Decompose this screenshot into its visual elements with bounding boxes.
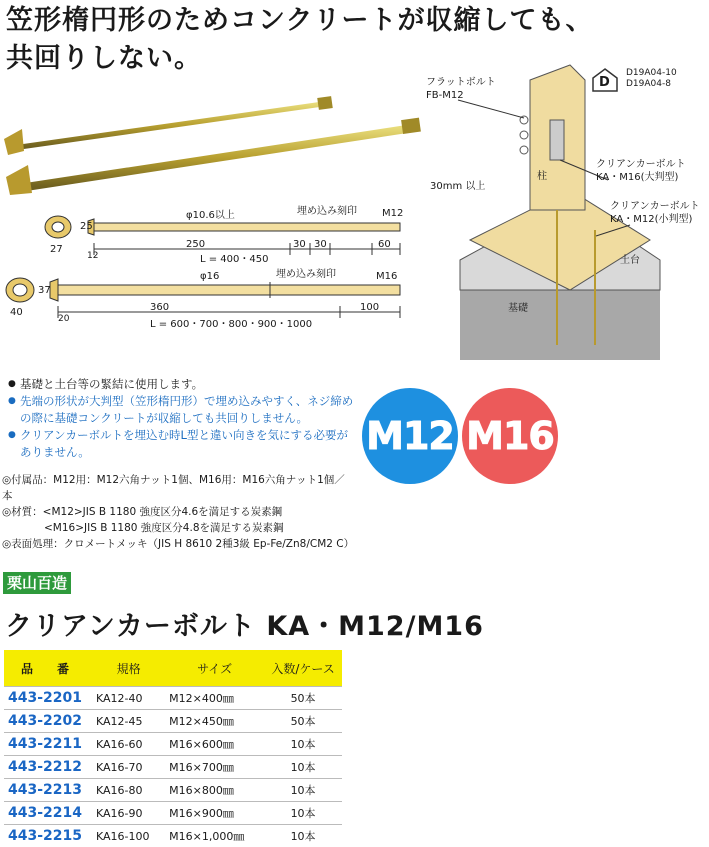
table-row: [4, 756, 342, 779]
product-title: クリアンカーボルト KA・M12/M16: [5, 604, 484, 643]
product-photo: [0, 95, 440, 195]
cell-part-number: 443-2214: [4, 802, 92, 825]
product-table: [4, 650, 342, 847]
m16-diameter: φ16: [200, 270, 219, 283]
m16-total-length: L = 600・700・800・900・1000: [150, 318, 312, 331]
table-row: [4, 733, 342, 756]
cell-spec: KA16-100: [92, 825, 165, 847]
m16-embed-mark: 埋め込み刻印: [276, 268, 336, 281]
m12-embed-mark: 埋め込み刻印: [297, 205, 357, 218]
headline-line-1: 笠形楕円形のためコンクリートが収縮しても、: [6, 2, 593, 40]
label-small-bolt: クリアンカーボルト KA・M12(小判型): [610, 200, 700, 226]
note-material-m12: ◎材質：<M12>JIS B 1180 強度区分4.6を満足する炭素鋼: [2, 504, 352, 520]
table-header-row: [4, 650, 342, 687]
bolt-m16-image: [6, 118, 421, 195]
cell-size: M16×600㎜: [165, 733, 264, 756]
header-quantity: 入数/ケース: [264, 650, 342, 687]
header-spec: 規格: [92, 650, 165, 687]
cell-spec: KA16-60: [92, 733, 165, 756]
cell-part-number: 443-2215: [4, 825, 92, 847]
header-size: サイズ: [165, 650, 264, 687]
badge-m12: M12: [362, 388, 458, 484]
m16-size: M16: [376, 270, 397, 283]
m12-head-height: 25: [80, 220, 93, 233]
cell-quantity: 10本: [264, 733, 342, 756]
label-pillar: 柱: [537, 170, 547, 183]
m12-total-length: L = 400・450: [200, 253, 268, 266]
dimension-drawing-m12: [0, 205, 420, 265]
cell-spec: KA16-90: [92, 802, 165, 825]
cell-part-number: 443-2202: [4, 710, 92, 733]
table-row: [4, 710, 342, 733]
code-1: D19A04-10: [626, 68, 677, 79]
cell-quantity: 10本: [264, 825, 342, 847]
cell-size: M16×1,000㎜: [165, 825, 264, 847]
cell-size: M16×700㎜: [165, 756, 264, 779]
cell-size: M16×800㎜: [165, 779, 264, 802]
m16-len-100: 100: [360, 301, 379, 314]
label-embed-depth: 30mm 以上: [430, 180, 485, 193]
cell-size: M16×900㎜: [165, 802, 264, 825]
cell-part-number: 443-2212: [4, 756, 92, 779]
cell-spec: KA16-70: [92, 756, 165, 779]
dimension-drawing-m16: [0, 268, 420, 334]
header-part-number: 品 番: [4, 650, 92, 687]
note-accessories: ◎付属品：M12用：M12六角ナット1個、M16用：M16六角ナット1個／本: [2, 472, 352, 504]
table-row: [4, 687, 342, 710]
m16-head-height: 37: [38, 284, 51, 297]
badge-m16: M16: [462, 388, 558, 484]
label-sill: 土台: [620, 254, 640, 267]
m12-size: M12: [382, 207, 403, 220]
cell-quantity: 50本: [264, 710, 342, 733]
m12-gap: 12: [87, 251, 98, 262]
cell-spec: KA12-40: [92, 687, 165, 710]
cell-size: M12×400㎜: [165, 687, 264, 710]
spec-notes: [2, 472, 352, 552]
code-2: D19A04-8: [626, 79, 671, 90]
note-material-m16: <M16>JIS B 1180 強度区分4.8を満足する炭素鋼: [2, 520, 352, 536]
label-foundation: 基礎: [508, 302, 528, 315]
m16-len-360: 360: [150, 301, 169, 314]
cell-quantity: 10本: [264, 756, 342, 779]
cell-quantity: 50本: [264, 687, 342, 710]
cell-size: M12×450㎜: [165, 710, 264, 733]
maker-label: 栗山百造: [3, 572, 71, 594]
cell-quantity: 10本: [264, 779, 342, 802]
m12-len-60: 60: [378, 238, 391, 251]
headline-line-2: 共回りしない。: [6, 40, 593, 78]
feature-item: ● 基礎と土台等の緊結に使用します。: [8, 376, 358, 393]
m16-head-width: 40: [10, 306, 23, 319]
cell-spec: KA12-45: [92, 710, 165, 733]
feature-item: ● クリアンカーボルトを埋込む時L型と違い向きを気にする必要がありません。: [8, 427, 358, 461]
cell-part-number: 443-2211: [4, 733, 92, 756]
m12-head-width: 27: [50, 243, 63, 256]
m12-diameter: φ10.6以上: [186, 209, 235, 222]
note-surface: ◎表面処理：クロメートメッキ（JIS H 8610 2種3級 Ep-Fe/Zn8/CM2 C）: [2, 536, 352, 552]
cell-quantity: 10本: [264, 802, 342, 825]
cell-part-number: 443-2201: [4, 687, 92, 710]
feature-list: [8, 376, 358, 461]
document-code-badge: D: [592, 68, 618, 92]
feature-item: ● 先端の形状が大判型（笠形楕円形）で埋め込みやすく、ネジ締めの際に基礎コンクリートが収縮しても共回りしません。: [8, 393, 358, 427]
cell-spec: KA16-80: [92, 779, 165, 802]
table-row: [4, 802, 342, 825]
table-row: [4, 779, 342, 802]
m12-len-30b: 30: [314, 238, 327, 251]
installation-diagram: [420, 60, 709, 360]
cell-part-number: 443-2213: [4, 779, 92, 802]
m16-gap: 20: [58, 314, 69, 325]
m12-len-30a: 30: [293, 238, 306, 251]
label-flat-bolt: フラットボルト FB-M12: [426, 76, 496, 102]
m12-len-250: 250: [186, 238, 205, 251]
table-row: [4, 825, 342, 847]
label-large-bolt: クリアンカーボルト KA・M16(大判型): [596, 158, 686, 184]
